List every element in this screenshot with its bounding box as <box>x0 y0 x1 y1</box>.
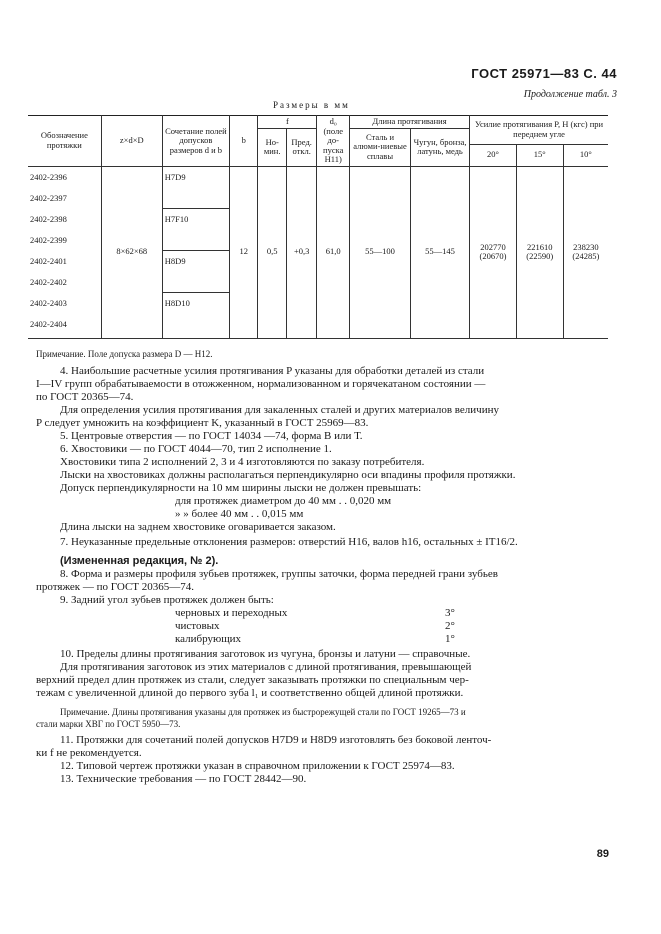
fit-item: H8D9 <box>164 255 186 266</box>
text-line: калибрующих <box>175 633 242 645</box>
col-f-nom-header: Но-мин. <box>258 128 286 166</box>
text-line: 12. Типовой чертеж протяжки указан в справочном приложении к ГОСТ 25974—83. <box>60 760 455 772</box>
text-line: протяжек — по ГОСТ 20365—74. <box>36 581 195 593</box>
text-line: чистовых <box>175 620 220 632</box>
f-dev-value: +0,3 <box>286 166 317 338</box>
fit-item: H7F10 <box>164 213 189 224</box>
d0-value: 61,0 <box>317 166 350 338</box>
sizes-label: Размеры в мм <box>273 100 350 110</box>
text-line: 5. Центровые отверстия — по ГОСТ 14034 —74, форма В или Т. <box>60 430 363 442</box>
col-b-header: b <box>229 116 257 167</box>
text-line: тежам с увеличенной длиной до первого зуба l₁ и соответственно общей длиной протяжки. <box>36 687 464 699</box>
text-line: 4. Наибольшие расчетные усилия протягивания P указаны для обработки деталей из стали <box>60 365 485 377</box>
f-nom-value: 0,5 <box>258 166 286 338</box>
table-note: Примечание. Поле допуска размера D — H12. <box>36 349 213 359</box>
p20-value: 202770 (20670) <box>470 166 517 338</box>
designation-item: 2402-2402 <box>30 276 67 287</box>
col-zdd-header: z×d×D <box>101 116 162 167</box>
col-castiron-header: Чугун, бронза, латунь, медь <box>411 128 470 166</box>
designation-item: 2402-2399 <box>30 234 67 245</box>
col-f-header: f <box>258 116 317 129</box>
text-line: Для протягивания заготовок из этих материалов с длиной протягивания, превышающей <box>60 661 472 673</box>
designation-item: 2402-2401 <box>30 255 67 266</box>
text-line: Лыски на хвостовиках должны располагаться перпендикулярно оси впадины профиля протяжки. <box>60 469 516 481</box>
len-cast-value: 55—145 <box>411 166 470 338</box>
text-line: 9. Задний угол зубьев протяжек должен быть: <box>60 594 274 606</box>
designation-item: 2402-2396 <box>30 171 67 182</box>
len-steel-value: 55—100 <box>349 166 410 338</box>
note-line: стали марки ХВГ по ГОСТ 5950—73. <box>36 719 181 729</box>
text-line: ки f не рекомендуется. <box>36 747 142 759</box>
text-line: 11. Протяжки для сочетаний полей допусков H7D9 и H8D9 изготовлять без боковой ленточ- <box>60 734 492 746</box>
col-f-dev-header: Пред. откл. <box>286 128 317 166</box>
col-force-header: Усилие протягивания P, Н (кгс) при переднем угле <box>470 116 608 145</box>
fit-item: H7D9 <box>164 171 186 182</box>
text-line: черновых и переходных <box>175 607 288 619</box>
col-length-header: Длина протягивания <box>349 116 469 129</box>
text-line: 7. Неуказанные предельные отклонения размеров: отверстий H16, валов h16, остальных ± IT16/2. <box>60 536 518 548</box>
col-designation-header: Обозначение протяжки <box>28 116 101 167</box>
designation-item: 2402-2398 <box>30 213 67 224</box>
zdd-value: 8×62×68 <box>101 166 162 338</box>
text-line: 3° <box>445 607 455 619</box>
text-line: Для определения усилия протягивания для закаленных сталей и других материалов величину <box>60 404 499 416</box>
broach-table <box>28 115 608 339</box>
text-line: 10. Пределы длины протягивания заготовок из чугуна, бронзы и латуни — справочные. <box>60 648 471 660</box>
document-header: ГОСТ 25971—83 С. 44 <box>471 66 617 81</box>
col-d0-header: d₀ (поле до-пуска H11) <box>317 116 350 167</box>
designation-item: 2402-2397 <box>30 192 67 203</box>
text-line: 1° <box>445 633 455 645</box>
page-number: 89 <box>596 848 609 860</box>
designation-item: 2402-2403 <box>30 297 67 308</box>
note-line: Примечание. Длины протягивания указаны для протяжек из быстрорежущей стали по ГОСТ 19265—73 и <box>60 707 466 717</box>
text-line: » » более 40 мм . . 0,015 мм <box>175 508 304 520</box>
text-line: Хвостовики типа 2 исполнений 2, 3 и 4 изготовляются по заказу потребителя. <box>60 456 425 468</box>
text-line: 13. Технические требования — по ГОСТ 28442—90. <box>60 773 307 785</box>
designation-list <box>28 166 101 338</box>
text-line: Допуск перпендикулярности на 10 мм ширины лыски не должен превышать: <box>60 482 422 494</box>
b-value: 12 <box>229 166 257 338</box>
col-steel-header: Сталь и алюми-ниевые сплавы <box>349 128 410 166</box>
text-line: 8. Форма и размеры профиля зубьев протяжек, группы заточки, форма передней грани зубьев <box>60 568 498 580</box>
p10-value: 238230 (24285) <box>563 166 608 338</box>
col-fits-header: Сочетание полей допусков размеров d и b <box>162 116 229 167</box>
fit-item: H8D10 <box>164 297 190 308</box>
text-line: верхний предел длин протяжек из стали, следует заказывать протяжки по специальным чер- <box>36 674 469 686</box>
p15-value: 221610 (22590) <box>516 166 563 338</box>
designation-item: 2402-2404 <box>30 318 67 329</box>
text-line: I—IV групп обрабатываемости в отожженном, нормализованном и горячекатаном состоянии — <box>36 378 486 390</box>
text-line: Длина лыски на заднем хвостовике оговаривается заказом. <box>60 521 336 533</box>
table-continuation-label: Продолжение табл. 3 <box>523 89 617 100</box>
text-line: 6. Хвостовики — по ГОСТ 4044—70, тип 2 исполнение 1. <box>60 443 332 455</box>
text-line: (Измененная редакция, № 2). <box>60 555 219 567</box>
angle-20-header: 20° <box>470 144 517 166</box>
text-line: по ГОСТ 20365—74. <box>36 391 134 403</box>
text-line: для протяжек диаметром до 40 мм . . 0,020 мм <box>175 495 392 507</box>
text-line: P следует умножить на коэффициент K, указанный в ГОСТ 25969—83. <box>36 417 369 429</box>
angle-10-header: 10° <box>563 144 608 166</box>
fits-list <box>162 166 229 338</box>
angle-15-header: 15° <box>516 144 563 166</box>
text-line: 2° <box>445 620 455 632</box>
